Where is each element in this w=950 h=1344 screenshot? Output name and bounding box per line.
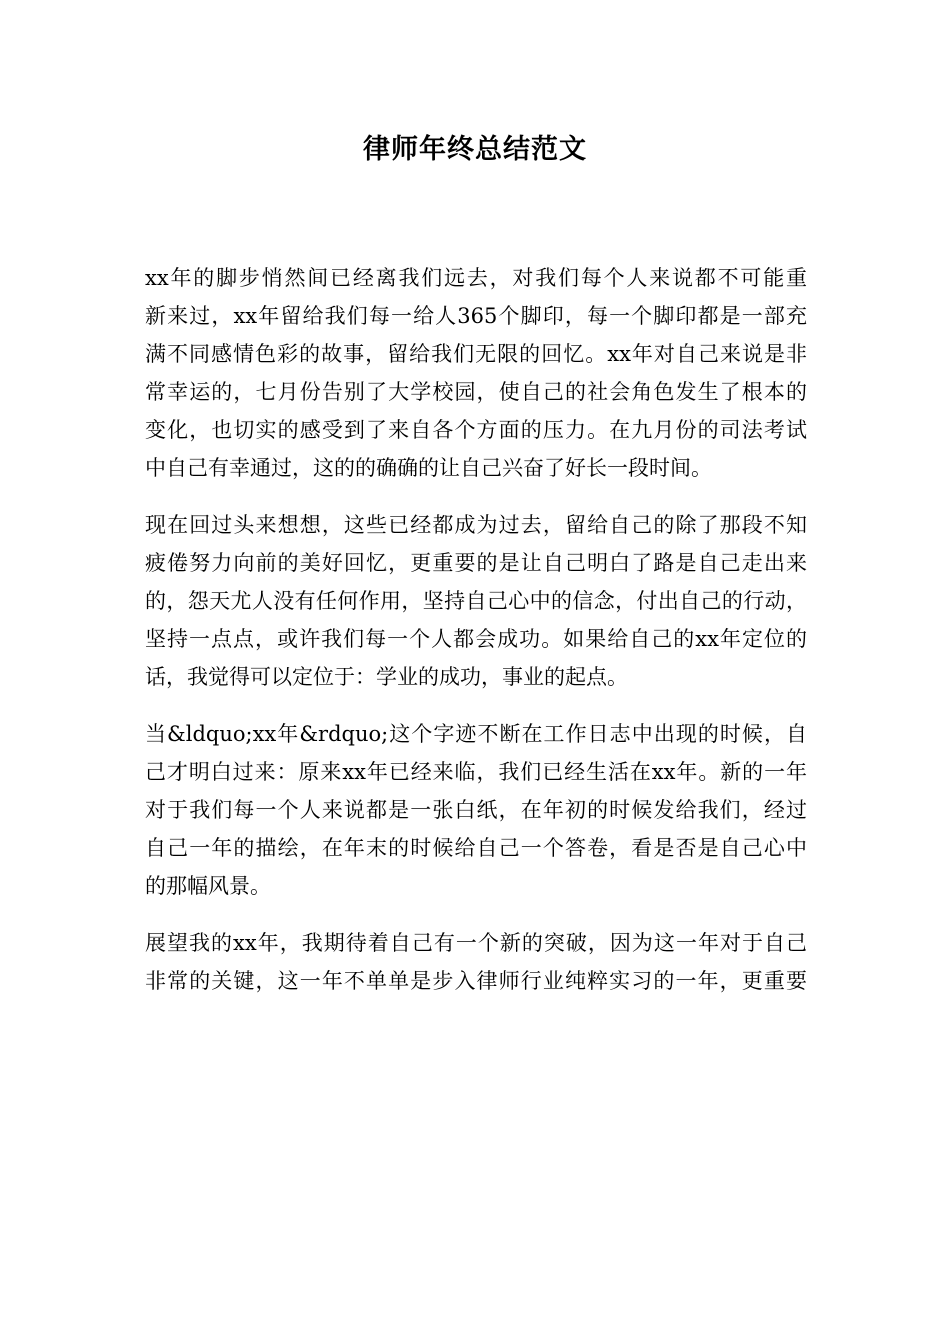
text-line: 新来过，xx年留给我们每一给人365个脚印，每一个脚印都是一部充 [145,304,807,328]
text-line: 的那幅风景。 [145,874,271,898]
text-line: 当&ldquo;xx年&rdquo;这个字迹不断在工作日志中出现的时候，自 [145,722,807,746]
text-line: 满不同感情色彩的故事，留给我们无限的回忆。xx年对自己来说是非 [145,342,807,366]
text-line: 自己一年的描绘，在年末的时候给自己一个答卷，看是否是自己心中 [145,836,807,860]
text-line: 展望我的xx年，我期待着自己有一个新的突破，因为这一年对于自己 [145,931,807,955]
text-line: 常幸运的，七月份告别了大学校园，使自己的社会角色发生了根本的 [145,380,807,404]
text-line: 话，我觉得可以定位于：学业的成功，事业的起点。 [145,665,628,689]
text-line: 中自己有幸通过，这的的确确的让自己兴奋了好长一段时间。 [145,456,712,480]
paragraph-4 [145,924,807,1000]
text-line: 非常的关键，这一年不单单是步入律师行业纯粹实习的一年，更重要 [145,969,807,993]
text-line: 坚持一点点，或许我们每一个人都会成功。如果给自己的xx年定位的 [145,627,807,651]
document-body [145,259,807,1019]
document-title: 律师年终总结范文 [363,134,587,165]
paragraph-1 [145,259,807,487]
text-line: 现在回过头来想想，这些已经都成为过去，留给自己的除了那段不知 [145,513,807,537]
paragraph-3 [145,715,807,905]
text-line: 变化，也切实的感受到了来自各个方面的压力。在九月份的司法考试 [145,418,807,442]
paragraph-2 [145,506,807,696]
text-line: 己才明白过来：原来xx年已经来临，我们已经生活在xx年。新的一年 [145,760,807,784]
text-line: 的，怨天尤人没有任何作用，坚持自己心中的信念，付出自己的行动， [145,589,807,613]
text-line: xx年的脚步悄然间已经离我们远去，对我们每个人来说都不可能重 [145,266,807,290]
text-line: 对于我们每一个人来说都是一张白纸，在年初的时候发给我们，经过 [145,798,807,822]
text-line: 疲倦努力向前的美好回忆，更重要的是让自己明白了路是自己走出来 [145,551,807,575]
